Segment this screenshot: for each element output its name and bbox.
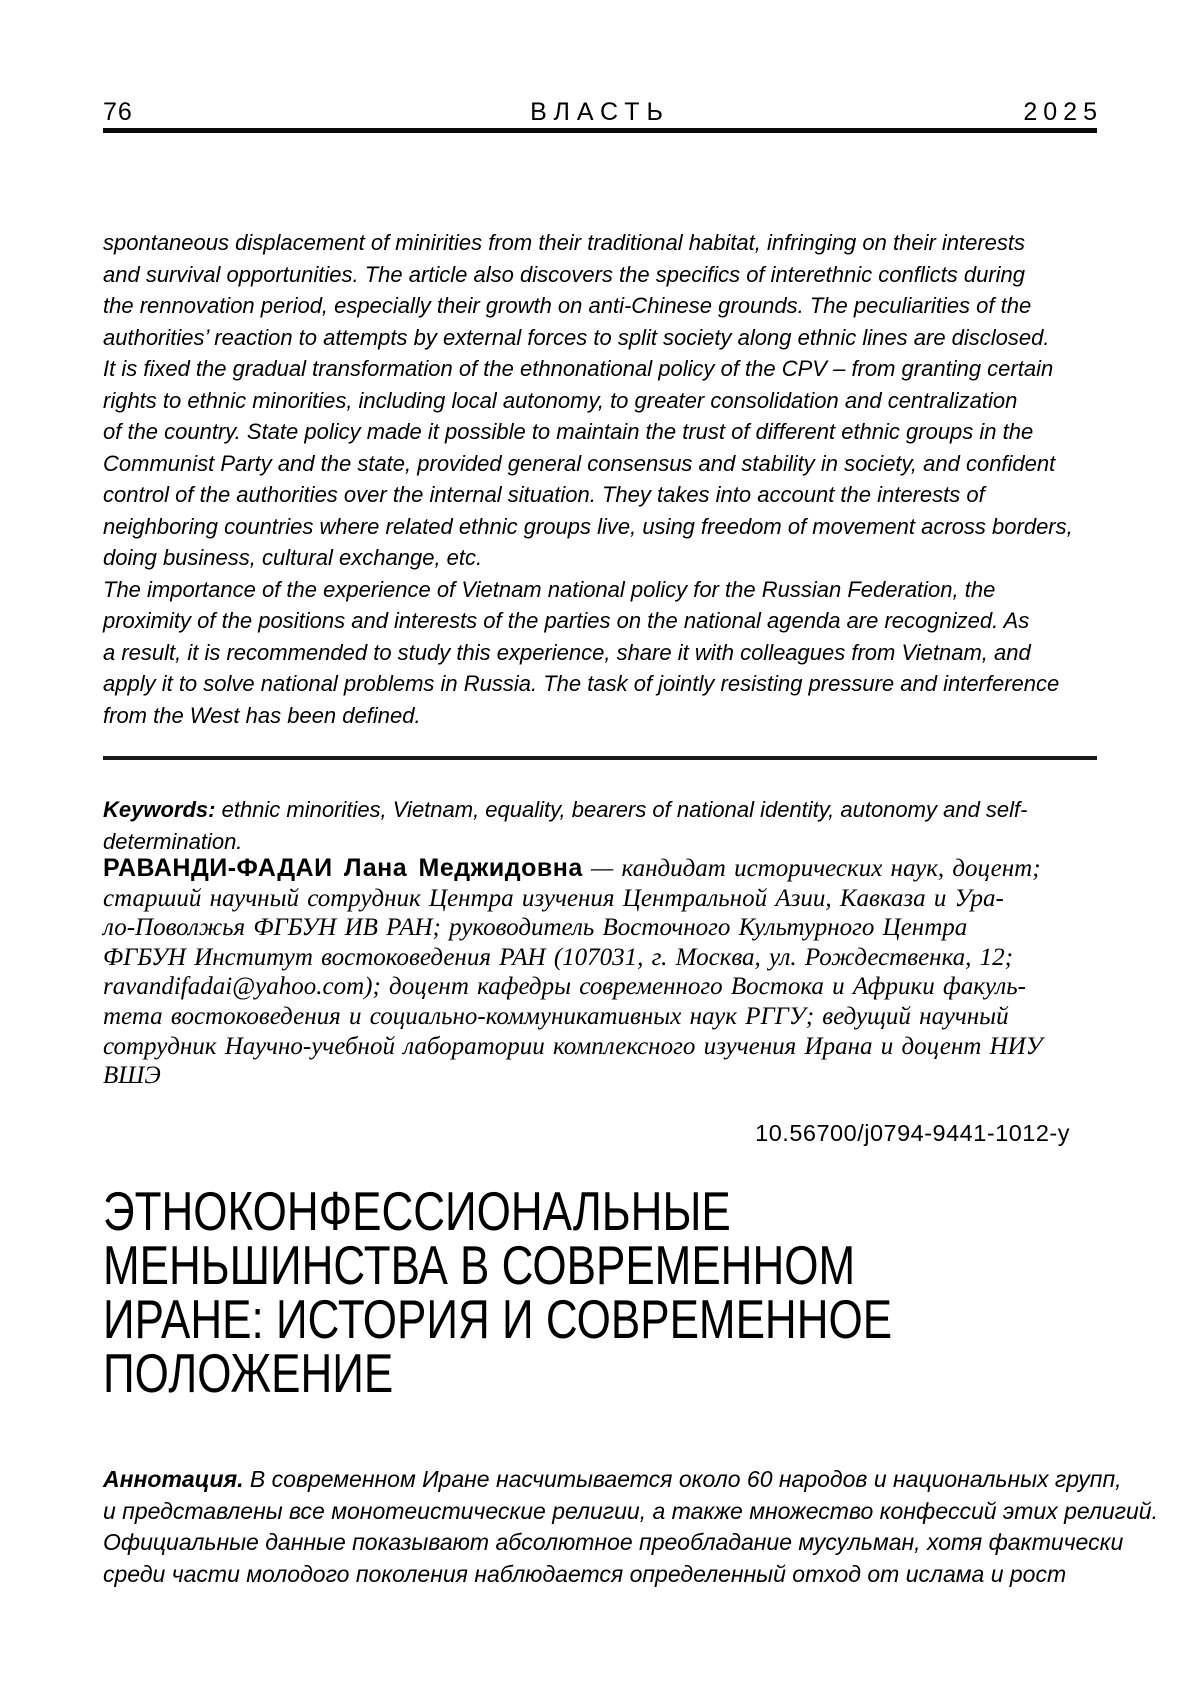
- running-head: [103, 98, 1103, 128]
- abstract-text: spontaneous displacement of minirities from their traditional habitat, infringing on their interests and survival opportunities. The article also discovers the specifics of interethnic conflicts during the rennovation period, especially their growth on anti-Chinese grounds. The peculiarities of the authorities’ reaction to attempts by external forces to split society along ethnic lines are disclosed. It is fixed the gradual transformation of the ethnonational policy of the CPV – from granting certain rights to ethnic minorities, including local autonomy, to greater consolidation and centralization of the country. State policy made it possible to maintain the trust of different ethnic groups in the Communist Party and the state, provided general consensus and stability in society, and confident control of the authorities over the internal situation. They takes into account the interests of neighboring countries where related ethnic groups live, using freedom of movement across borders, doing business, cultural exchange, etc. The importance of the experience of Vietnam national policy for the Russian Federation, the proximity of the positions and interests of the parties on the national agenda are recognized. As a result, it is recommended to study this experience, share it with colleagues from Vietnam, and apply it to solve national problems in Russia. The task of jointly resisting pressure and interference from the West has been defined.: [103, 230, 1073, 728]
- keywords-line: [103, 794, 1103, 857]
- annotation: [103, 1464, 1158, 1590]
- journal-year: 2025: [1023, 98, 1103, 126]
- english-abstract: [103, 164, 1103, 920]
- keywords-label: Keywords:: [103, 797, 216, 822]
- author-affiliation: [103, 854, 1103, 1091]
- keywords-text: ethnic minorities, Vietnam, equality, bearers of national identity, autonomy and self- determination.: [103, 797, 1028, 854]
- author-details: — кандидат исторических наук, доцент; старший научный сотрудник Центра изучения Центральной Азии, Кавказа и Ура- ло-Поволжья ФГБУН ИВ РАН; руководитель Восточного Культурного Центра ФГБУН Институт востоковедения РАН (107031, г. Москва, ул. Рождественка, 12; ravandifadai@yahoo.com); доцент кафедры современного Востока и Африки факуль- тета востоковедения и социально-коммуникативных наук РГГУ; ведущий научный сотрудник Научно-учебной лаборатории комплексного изучения Ирана и доцент НИУ ВШЭ: [103, 855, 1043, 1090]
- section-divider: [103, 756, 1097, 760]
- doi: 10.56700/j0794-9441-1012-y: [755, 1120, 1070, 1146]
- page-number: 76: [103, 98, 133, 126]
- journal-name: ВЛАСТЬ: [530, 98, 670, 126]
- author-name: РАВАНДИ-ФАДАИ Лана Меджидовна: [103, 854, 583, 882]
- article-title: ЭТНОКОНФЕССИОНАЛЬНЫЕ МЕНЬШИНСТВА В СОВРЕМЕННОМ ИРАНЕ: ИСТОРИЯ И СОВРЕМЕННОЕ ПОЛОЖЕНИЕ: [103, 1180, 893, 1404]
- annotation-text: В современном Иране насчитывается около 60 народов и национальных групп, и представлены все монотеистические религии, а также множество конфессий этих религий. Официальные данные показывают абсолютное преобладание мусульман, хотя фактически среди части молодого поколения наблюдается определенный отход от ислама и рост: [103, 1466, 1158, 1587]
- annotation-label: Аннотация.: [103, 1466, 244, 1492]
- header-rule: [103, 128, 1097, 133]
